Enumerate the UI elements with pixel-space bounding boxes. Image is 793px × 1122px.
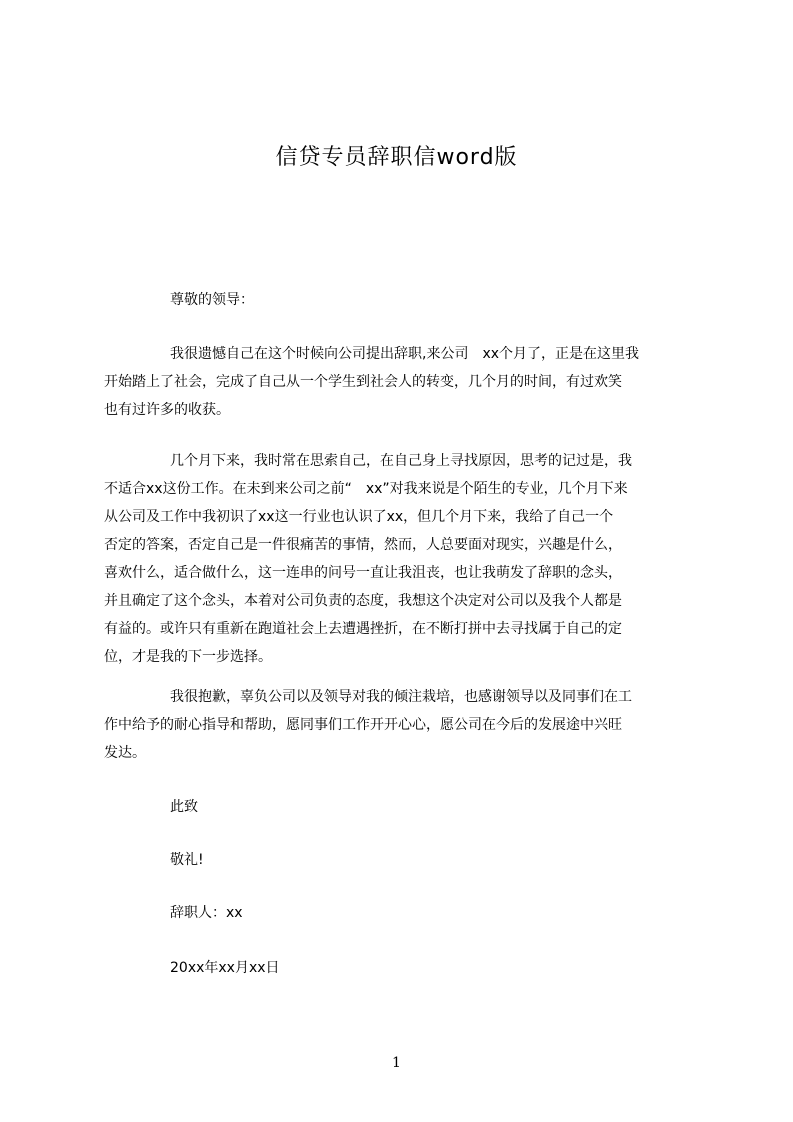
paragraph-2 (104, 447, 704, 671)
paragraph-line: 作中给予的耐心指导和帮助，愿同事们工作开开心心，愿公司在今后的发展途中兴旺 (104, 717, 622, 733)
paragraph-line: 位，才是我的下一步选择。 (104, 649, 272, 665)
paragraph-line: 喜欢什么，适合做什么，这一连串的问号一直让我沮丧，也让我萌发了辞职的念头， (104, 565, 622, 581)
salutation-text: 尊敬的领导： (170, 292, 254, 308)
paragraph-line: 也有过许多的收获。 (104, 402, 230, 418)
regards (104, 846, 704, 874)
paragraph-1 (104, 340, 704, 424)
paragraph-line: 有益的。或许只有重新在跑道社会上去遭遇挫折，在不断打拼中去寻找属于自己的定 (104, 621, 622, 637)
paragraph-3 (104, 683, 704, 767)
date (104, 954, 704, 982)
paragraph-line: 发达。 (104, 745, 146, 761)
document-title: 信贷专员辞职信word版 (275, 145, 518, 170)
paragraph-line: 我很遗憾自己在这个时候向公司提出辞职,来公司 xx个月了，正是在这里我 (170, 346, 640, 362)
closing (104, 793, 704, 821)
date-text: 20xx年xx月xx日 (170, 960, 280, 976)
page-number: 1 (392, 1055, 401, 1071)
paragraph-line: 否定的答案，否定自己是一件很痛苦的事情，然而，人总要面对现实，兴趣是什么， (104, 537, 622, 553)
paragraph-line: 几个月下来，我时常在思索自己，在自己身上寻找原因，思考的记过是，我 (170, 453, 632, 469)
paragraph-line: 并且确定了这个念头，本着对公司负责的态度，我想这个决定对公司以及我个人都是 (104, 593, 622, 609)
paragraph-line: 我很抱歉，辜负公司以及领导对我的倾注栽培，也感谢领导以及同事们在工 (170, 689, 632, 705)
paragraph-line: 从公司及工作中我初识了xx这一行业也认识了xx，但几个月下来，我给了自己一个 (104, 509, 614, 525)
signer-text: 辞职人：xx (170, 905, 243, 921)
signer (104, 899, 704, 927)
salutation (104, 286, 704, 314)
closing-text: 此致 (170, 799, 198, 815)
paragraph-line: 开始踏上了社会，完成了自己从一个学生到社会人的转变，几个月的时间，有过欢笑 (104, 374, 622, 390)
paragraph-line: 不适合xx这份工作。在未到来公司之前“ xx”对我来说是个陌生的专业，几个月下来 (104, 481, 628, 497)
regards-text: 敬礼! (170, 852, 204, 868)
